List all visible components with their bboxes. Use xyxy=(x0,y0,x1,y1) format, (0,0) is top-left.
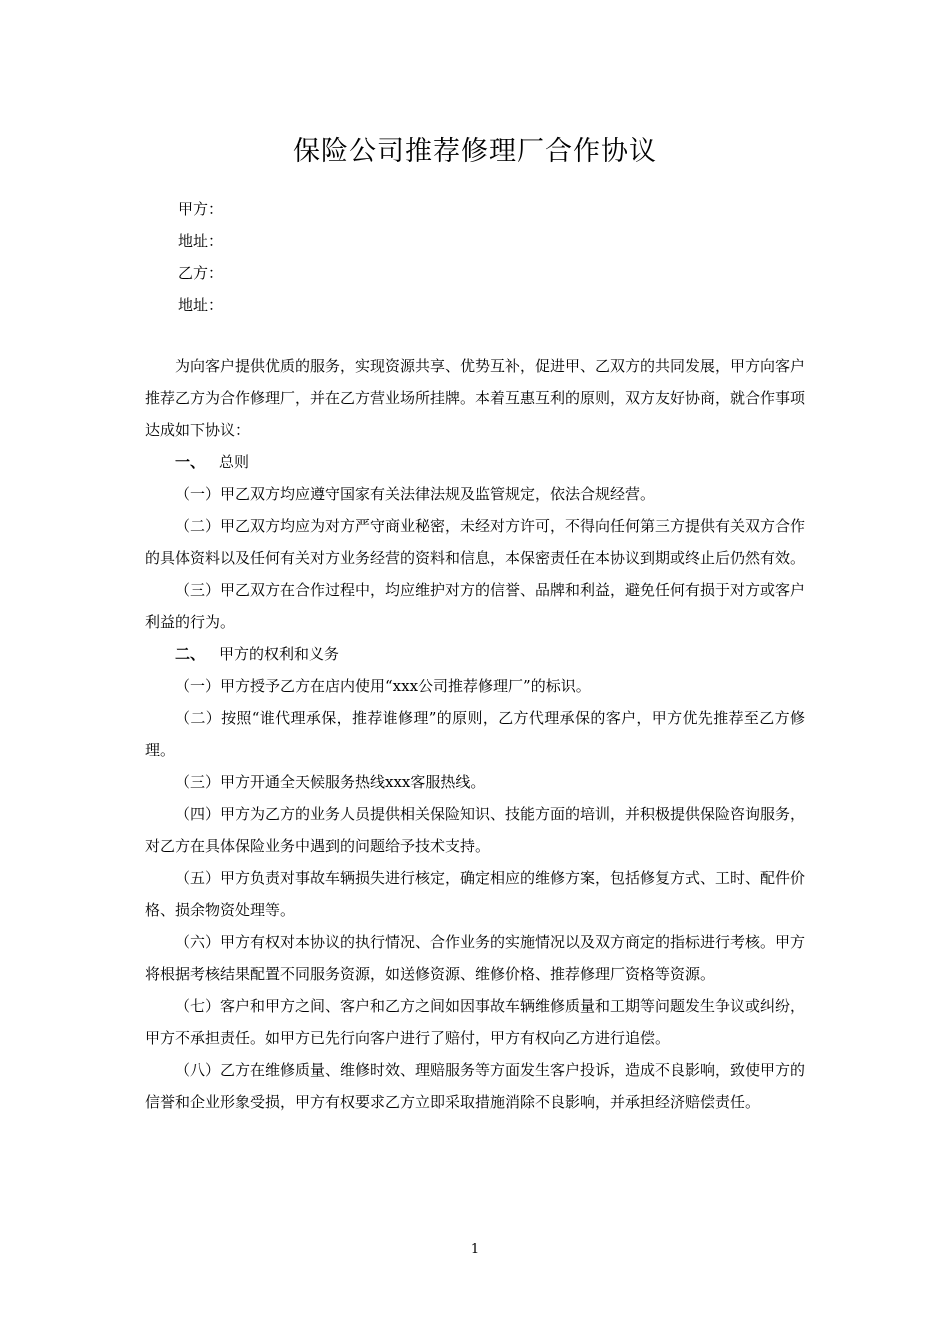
section-title: 总则 xyxy=(219,453,250,471)
document-title: 保险公司推荐修理厂合作协议 xyxy=(293,136,657,167)
clause-paragraph: （八）乙方在维修质量、维修时效、理赔服务等方面发生客户投诉，造成不良影响，致使甲方的信誉和企业形象受损，甲方有权要求乙方立即采取措施消除不良影响，并承担经济赔偿责任。 xyxy=(145,1061,806,1111)
clause-paragraph: （二）按照“谁代理承保，推荐谁修理”的原则，乙方代理承保的客户，甲方优先推荐至乙方修理。 xyxy=(145,709,805,759)
agreement-body xyxy=(145,350,805,1118)
section-heading-party-a-rights xyxy=(145,638,805,670)
section-number: 一、 xyxy=(175,453,206,471)
clause-paragraph: （三）甲乙双方在合作过程中，均应维护对方的信誉、品牌和利益，避免任何有损于对方或客户利益的行为。 xyxy=(145,581,806,631)
clause-paragraph: （五）甲方负责对事故车辆损失进行核定，确定相应的维修方案，包括修复方式、工时、配件价格、损余物资处理等。 xyxy=(145,869,806,919)
section-title: 甲方的权利和义务 xyxy=(219,645,340,663)
clause-paragraph: （四）甲方为乙方的业务人员提供相关保险知识、技能方面的培训，并积极提供保险咨询服务，对乙方在具体保险业务中遇到的问题给予技术支持。 xyxy=(145,805,806,855)
party-a-address-label: 地址： xyxy=(178,232,224,250)
clause-paragraph: （二）甲乙双方均应为对方严守商业秘密，未经对方许可，不得向任何第三方提供有关双方合作的具体资料以及任何有关对方业务经营的资料和信息，本保密责任在本协议到期或终止后仍然有效。 xyxy=(145,517,806,567)
party-b-label: 乙方： xyxy=(178,264,224,282)
party-a-label: 甲方： xyxy=(178,200,224,218)
clause-paragraph: （一）甲方授予乙方在店内使用“xxx公司推荐修理厂”的标识。 xyxy=(175,677,591,695)
party-b-address-label: 地址： xyxy=(178,296,224,314)
section-number: 二、 xyxy=(175,645,206,663)
clause-paragraph: （七）客户和甲方之间、客户和乙方之间如因事故车辆维修质量和工期等问题发生争议或纠纷，甲方不承担责任。如甲方已先行向客户进行了赔付，甲方有权向乙方进行追偿。 xyxy=(145,997,806,1047)
section-heading-general xyxy=(145,446,805,478)
clause-paragraph: （一）甲乙双方均应遵守国家有关法律法规及监管规定，依法合规经营。 xyxy=(175,485,656,503)
page-number: 1 xyxy=(470,1242,480,1257)
preamble-paragraph: 为向客户提供优质的服务，实现资源共享、优势互补，促进甲、乙双方的共同发展，甲方向客户推荐乙方为合作修理厂，并在乙方营业场所挂牌。本着互惠互利的原则，双方友好协商，就合作事项达成如下协议： xyxy=(145,357,806,439)
party-info-block xyxy=(178,193,778,321)
clause-paragraph: （三）甲方开通全天候服务热线xxx客服热线。 xyxy=(175,773,486,791)
clause-paragraph: （六）甲方有权对本协议的执行情况、合作业务的实施情况以及双方商定的指标进行考核。甲方将根据考核结果配置不同服务资源，如送修资源、维修价格、推荐修理厂资格等资源。 xyxy=(145,933,806,983)
